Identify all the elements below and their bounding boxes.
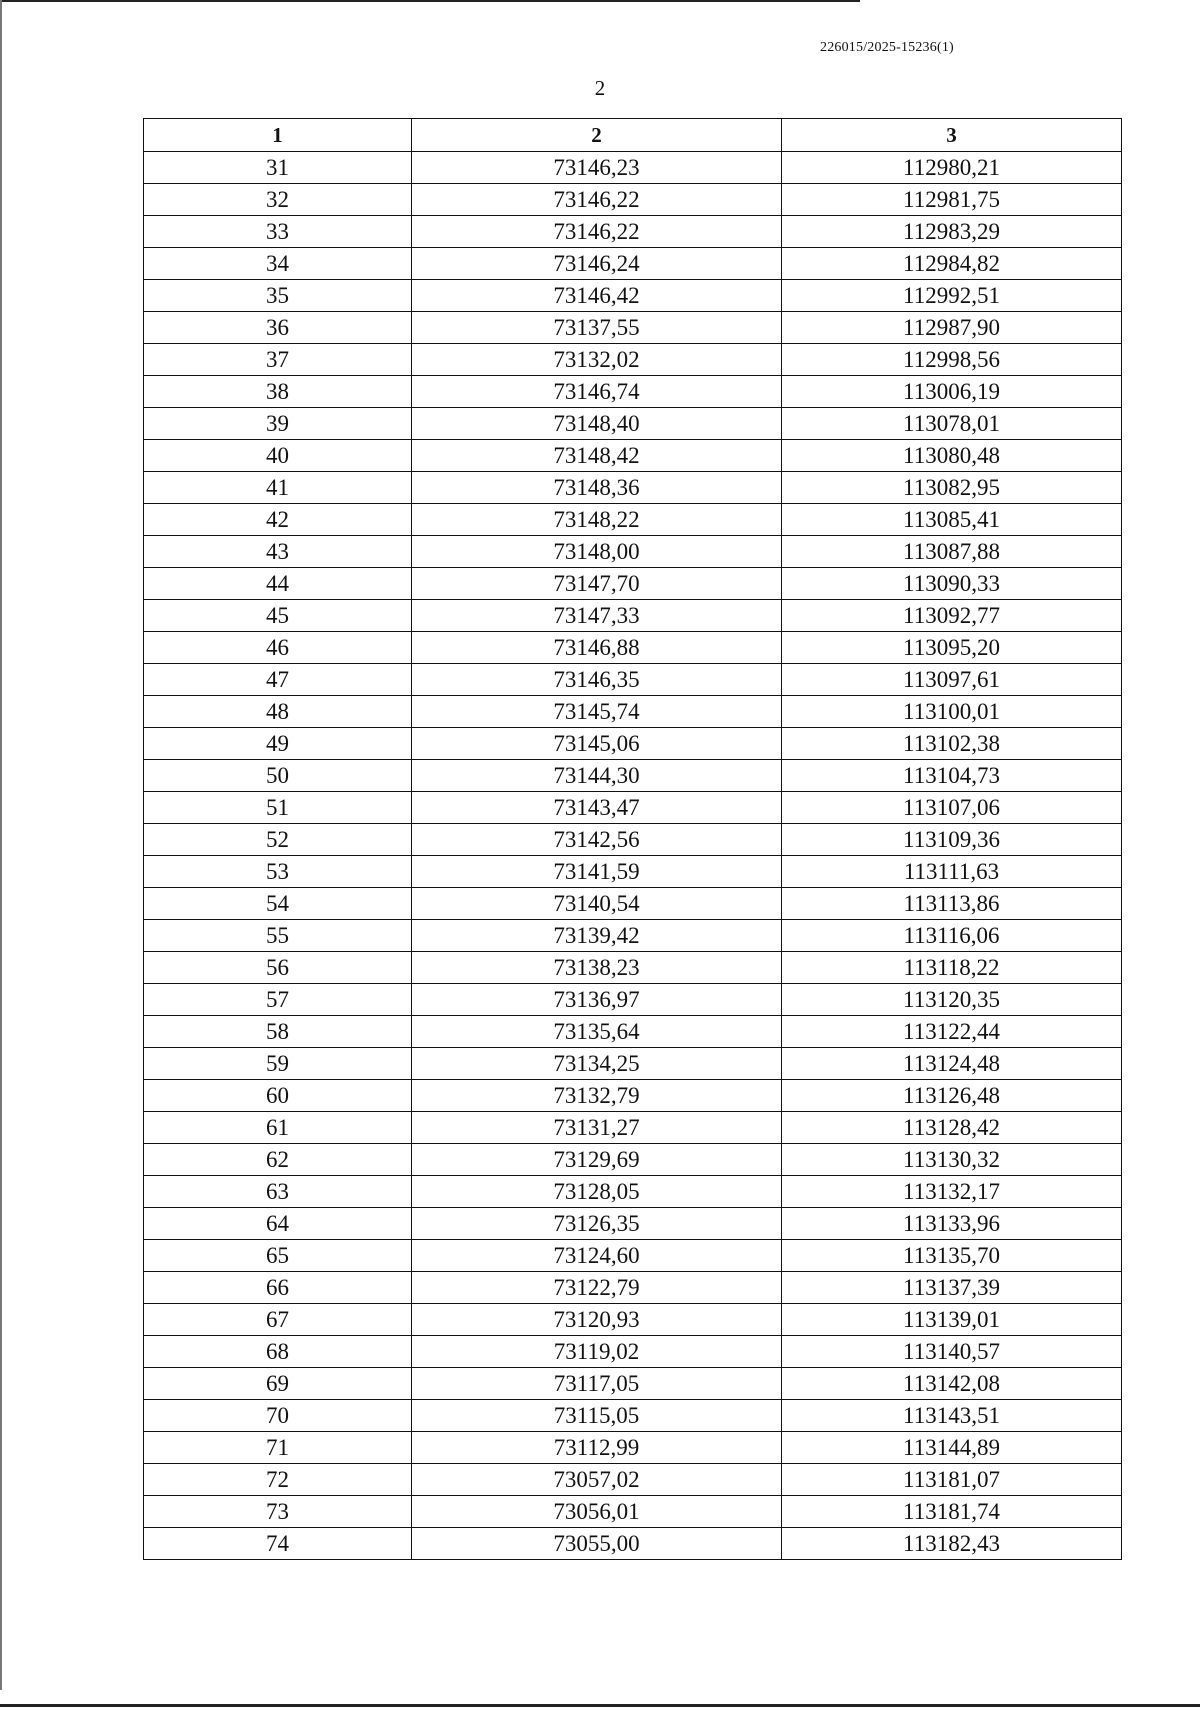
x-coordinate-cell: 73132,02 (412, 344, 782, 376)
table-row (144, 952, 1122, 984)
point-number-cell: 68 (144, 1336, 412, 1368)
y-coordinate-cell: 113104,73 (782, 760, 1122, 792)
x-coordinate-cell: 73126,35 (412, 1208, 782, 1240)
x-coordinate-cell: 73056,01 (412, 1496, 782, 1528)
header-cell-3: 3 (782, 119, 1122, 152)
point-number-cell: 66 (144, 1272, 412, 1304)
x-coordinate-cell: 73147,33 (412, 600, 782, 632)
x-coordinate-cell: 73146,74 (412, 376, 782, 408)
table-row (144, 1528, 1122, 1560)
x-coordinate-cell: 73140,54 (412, 888, 782, 920)
table-row (144, 1272, 1122, 1304)
point-number-cell: 39 (144, 408, 412, 440)
y-coordinate-cell: 113109,36 (782, 824, 1122, 856)
x-coordinate-cell: 73136,97 (412, 984, 782, 1016)
x-coordinate-cell: 73146,42 (412, 280, 782, 312)
table-row (144, 1080, 1122, 1112)
table-row (144, 568, 1122, 600)
x-coordinate-cell: 73138,23 (412, 952, 782, 984)
x-coordinate-cell: 73129,69 (412, 1144, 782, 1176)
point-number-cell: 57 (144, 984, 412, 1016)
point-number-cell: 74 (144, 1528, 412, 1560)
point-number-cell: 34 (144, 248, 412, 280)
x-coordinate-cell: 73146,24 (412, 248, 782, 280)
point-number-cell: 32 (144, 184, 412, 216)
table-row (144, 280, 1122, 312)
page-left-edge (0, 0, 2, 1690)
point-number-cell: 56 (144, 952, 412, 984)
point-number-cell: 52 (144, 824, 412, 856)
point-number-cell: 71 (144, 1432, 412, 1464)
point-number-cell: 35 (144, 280, 412, 312)
point-number-cell: 55 (144, 920, 412, 952)
point-number-cell: 37 (144, 344, 412, 376)
table-row (144, 984, 1122, 1016)
x-coordinate-cell: 73119,02 (412, 1336, 782, 1368)
y-coordinate-cell: 112998,56 (782, 344, 1122, 376)
point-number-cell: 69 (144, 1368, 412, 1400)
x-coordinate-cell: 73148,36 (412, 472, 782, 504)
y-coordinate-cell: 113140,57 (782, 1336, 1122, 1368)
header-cell-2: 2 (412, 119, 782, 152)
x-coordinate-cell: 73147,70 (412, 568, 782, 600)
table-row (144, 760, 1122, 792)
x-coordinate-cell: 73134,25 (412, 1048, 782, 1080)
table-row (144, 1144, 1122, 1176)
table-row (144, 1464, 1122, 1496)
y-coordinate-cell: 113095,20 (782, 632, 1122, 664)
point-number-cell: 42 (144, 504, 412, 536)
y-coordinate-cell: 113126,48 (782, 1080, 1122, 1112)
x-coordinate-cell: 73128,05 (412, 1176, 782, 1208)
x-coordinate-cell: 73148,22 (412, 504, 782, 536)
y-coordinate-cell: 113107,06 (782, 792, 1122, 824)
x-coordinate-cell: 73112,99 (412, 1432, 782, 1464)
x-coordinate-cell: 73115,05 (412, 1400, 782, 1432)
x-coordinate-cell: 73142,56 (412, 824, 782, 856)
y-coordinate-cell: 113142,08 (782, 1368, 1122, 1400)
y-coordinate-cell: 112980,21 (782, 152, 1122, 184)
table-row (144, 376, 1122, 408)
y-coordinate-cell: 113006,19 (782, 376, 1122, 408)
point-number-cell: 63 (144, 1176, 412, 1208)
x-coordinate-cell: 73131,27 (412, 1112, 782, 1144)
table-row (144, 696, 1122, 728)
point-number-cell: 67 (144, 1304, 412, 1336)
point-number-cell: 73 (144, 1496, 412, 1528)
x-coordinate-cell: 73146,22 (412, 184, 782, 216)
table-row (144, 152, 1122, 184)
x-coordinate-cell: 73117,05 (412, 1368, 782, 1400)
y-coordinate-cell: 113128,42 (782, 1112, 1122, 1144)
header-cell-1: 1 (144, 119, 412, 152)
table-row (144, 344, 1122, 376)
header-row (144, 119, 1122, 152)
x-coordinate-cell: 73124,60 (412, 1240, 782, 1272)
table-row (144, 1016, 1122, 1048)
point-number-cell: 62 (144, 1144, 412, 1176)
x-coordinate-cell: 73143,47 (412, 792, 782, 824)
table-row (144, 1432, 1122, 1464)
x-coordinate-cell: 73137,55 (412, 312, 782, 344)
point-number-cell: 50 (144, 760, 412, 792)
y-coordinate-cell: 113144,89 (782, 1432, 1122, 1464)
y-coordinate-cell: 113143,51 (782, 1400, 1122, 1432)
table-row (144, 1400, 1122, 1432)
y-coordinate-cell: 113113,86 (782, 888, 1122, 920)
x-coordinate-cell: 73146,35 (412, 664, 782, 696)
y-coordinate-cell: 113080,48 (782, 440, 1122, 472)
point-number-cell: 54 (144, 888, 412, 920)
y-coordinate-cell: 112984,82 (782, 248, 1122, 280)
table-row (144, 312, 1122, 344)
point-number-cell: 58 (144, 1016, 412, 1048)
table-row (144, 1368, 1122, 1400)
y-coordinate-cell: 113135,70 (782, 1240, 1122, 1272)
table-row (144, 920, 1122, 952)
y-coordinate-cell: 113090,33 (782, 568, 1122, 600)
point-number-cell: 51 (144, 792, 412, 824)
y-coordinate-cell: 113102,38 (782, 728, 1122, 760)
table-row (144, 440, 1122, 472)
point-number-cell: 65 (144, 1240, 412, 1272)
point-number-cell: 36 (144, 312, 412, 344)
table-header (144, 119, 1122, 152)
table-row (144, 888, 1122, 920)
point-number-cell: 64 (144, 1208, 412, 1240)
y-coordinate-cell: 112983,29 (782, 216, 1122, 248)
x-coordinate-cell: 73145,74 (412, 696, 782, 728)
table-row (144, 504, 1122, 536)
y-coordinate-cell: 112992,51 (782, 280, 1122, 312)
y-coordinate-cell: 112981,75 (782, 184, 1122, 216)
table-row (144, 184, 1122, 216)
x-coordinate-cell: 73144,30 (412, 760, 782, 792)
point-number-cell: 53 (144, 856, 412, 888)
table-row (144, 824, 1122, 856)
x-coordinate-cell: 73148,42 (412, 440, 782, 472)
table-row (144, 1112, 1122, 1144)
x-coordinate-cell: 73148,00 (412, 536, 782, 568)
x-coordinate-cell: 73148,40 (412, 408, 782, 440)
table-row (144, 536, 1122, 568)
y-coordinate-cell: 113133,96 (782, 1208, 1122, 1240)
x-coordinate-cell: 73120,93 (412, 1304, 782, 1336)
table-body (144, 152, 1122, 1560)
table-row (144, 1048, 1122, 1080)
point-number-cell: 49 (144, 728, 412, 760)
point-number-cell: 45 (144, 600, 412, 632)
point-number-cell: 47 (144, 664, 412, 696)
x-coordinate-cell: 73145,06 (412, 728, 782, 760)
y-coordinate-cell: 113078,01 (782, 408, 1122, 440)
y-coordinate-cell: 113111,63 (782, 856, 1122, 888)
y-coordinate-cell: 113122,44 (782, 1016, 1122, 1048)
point-number-cell: 61 (144, 1112, 412, 1144)
table-row (144, 792, 1122, 824)
point-number-cell: 70 (144, 1400, 412, 1432)
x-coordinate-cell: 73135,64 (412, 1016, 782, 1048)
point-number-cell: 31 (144, 152, 412, 184)
y-coordinate-cell: 113124,48 (782, 1048, 1122, 1080)
table-row (144, 600, 1122, 632)
y-coordinate-cell: 113118,22 (782, 952, 1122, 984)
y-coordinate-cell: 113137,39 (782, 1272, 1122, 1304)
x-coordinate-cell: 73139,42 (412, 920, 782, 952)
point-number-cell: 60 (144, 1080, 412, 1112)
coordinates-table (143, 118, 1122, 1560)
x-coordinate-cell: 73141,59 (412, 856, 782, 888)
y-coordinate-cell: 113097,61 (782, 664, 1122, 696)
page-top-edge (0, 0, 860, 2)
point-number-cell: 44 (144, 568, 412, 600)
y-coordinate-cell: 113139,01 (782, 1304, 1122, 1336)
x-coordinate-cell: 73146,22 (412, 216, 782, 248)
table-row (144, 856, 1122, 888)
page-bottom-edge (0, 1704, 1200, 1707)
table-row (144, 1208, 1122, 1240)
table-row (144, 728, 1122, 760)
table-row (144, 1240, 1122, 1272)
y-coordinate-cell: 113085,41 (782, 504, 1122, 536)
x-coordinate-cell: 73055,00 (412, 1528, 782, 1560)
point-number-cell: 33 (144, 216, 412, 248)
table-row (144, 408, 1122, 440)
point-number-cell: 48 (144, 696, 412, 728)
point-number-cell: 41 (144, 472, 412, 504)
table-row (144, 1496, 1122, 1528)
point-number-cell: 38 (144, 376, 412, 408)
y-coordinate-cell: 113130,32 (782, 1144, 1122, 1176)
x-coordinate-cell: 73057,02 (412, 1464, 782, 1496)
point-number-cell: 59 (144, 1048, 412, 1080)
table-row (144, 248, 1122, 280)
y-coordinate-cell: 112987,90 (782, 312, 1122, 344)
table-row (144, 632, 1122, 664)
x-coordinate-cell: 73122,79 (412, 1272, 782, 1304)
y-coordinate-cell: 113092,77 (782, 600, 1122, 632)
y-coordinate-cell: 113120,35 (782, 984, 1122, 1016)
y-coordinate-cell: 113182,43 (782, 1528, 1122, 1560)
y-coordinate-cell: 113116,06 (782, 920, 1122, 952)
y-coordinate-cell: 113082,95 (782, 472, 1122, 504)
point-number-cell: 46 (144, 632, 412, 664)
x-coordinate-cell: 73132,79 (412, 1080, 782, 1112)
y-coordinate-cell: 113132,17 (782, 1176, 1122, 1208)
y-coordinate-cell: 113181,07 (782, 1464, 1122, 1496)
page-number: 2 (594, 76, 606, 100)
point-number-cell: 72 (144, 1464, 412, 1496)
y-coordinate-cell: 113181,74 (782, 1496, 1122, 1528)
point-number-cell: 43 (144, 536, 412, 568)
point-number-cell: 40 (144, 440, 412, 472)
x-coordinate-cell: 73146,88 (412, 632, 782, 664)
x-coordinate-cell: 73146,23 (412, 152, 782, 184)
table-row (144, 664, 1122, 696)
y-coordinate-cell: 113100,01 (782, 696, 1122, 728)
table-row (144, 1336, 1122, 1368)
table-row (144, 216, 1122, 248)
table-row (144, 472, 1122, 504)
table-row (144, 1176, 1122, 1208)
document-number: 226015/2025-15236(1) (820, 40, 954, 55)
y-coordinate-cell: 113087,88 (782, 536, 1122, 568)
table-row (144, 1304, 1122, 1336)
